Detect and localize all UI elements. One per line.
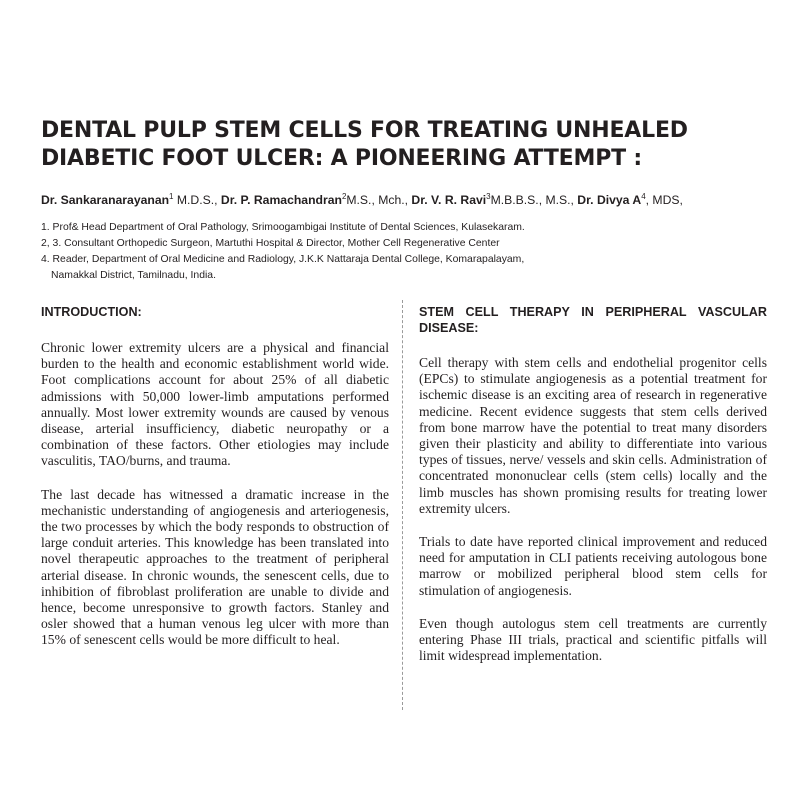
author-name: Dr. P. Ramachandran bbox=[220, 193, 342, 207]
body-paragraph: Trials to date have reported clinical improvement and reduced need for amputation in CLI patients receiving autologous bone marrow or mobilized peripheral blood stem cells for stimulation of angiogenesis. bbox=[419, 534, 767, 598]
article-title bbox=[41, 117, 761, 173]
right-column bbox=[419, 304, 767, 681]
section-heading-introduction: INTRODUCTION: bbox=[41, 305, 142, 319]
left-column bbox=[41, 304, 389, 666]
author-degrees: M.D.S., bbox=[173, 193, 221, 207]
author-affiliation-marker: 2 bbox=[341, 192, 347, 201]
author-list bbox=[41, 192, 781, 208]
section-heading-stem-cell-therapy: STEM CELL THERAPY IN PERIPHERAL VASCULAR DISEASE: bbox=[419, 305, 767, 335]
author-degrees: , MDS, bbox=[645, 193, 683, 207]
author-affiliation-marker: 3 bbox=[486, 192, 491, 201]
affiliation-item: 2, 3. Consultant Orthopedic Surgeon, Martuthi Hospital & Director, Mother Cell Regenerative Center bbox=[41, 238, 500, 249]
author-name: Dr. V. R. Ravi bbox=[411, 193, 487, 207]
author-degrees: M.S., Mch., bbox=[346, 193, 412, 207]
title-line-2: DIABETIC FOOT ULCER: A PIONEERING ATTEMPT : bbox=[41, 146, 642, 171]
author-affiliation-marker: 4 bbox=[641, 192, 646, 201]
affiliation-item: 4. Reader, Department of Oral Medicine and Radiology, J.K.K Nattaraja Dental College, Komarapalayam, bbox=[41, 254, 525, 265]
affiliation-item-continued: Namakkal District, Tamilnadu, India. bbox=[51, 270, 216, 281]
body-paragraph: Cell therapy with stem cells and endothelial progenitor cells (EPCs) to stimulate angiogenesis as a potential treatment for ischemic disease is an exciting area of research in regenerative medicine. Recent evidence suggests that stem cells derived from bone marrow have the potential to treat many disorders given their plasticity and ability to differentiate into various types of tissues, nerve/ vessels and skin cells. Administration of concentrated mononuclear cells (stem cells) locally and the limb muscles has shown promising results for treating lower extremity ulcers. bbox=[419, 355, 767, 516]
body-paragraph: The last decade has witnessed a dramatic increase in the mechanistic understanding of angiogenesis and arteriogenesis, the two processes by which the body responds to obstruction of large conduit arteries. This knowledge has been translated into novel therapeutic approaches to the treatment of peripheral arterial disease. In chronic wounds, the senescent cells, due to inhibition of fibroblast proliferation are unable to divide and hence, become unresponsive to growth factors. Stanley and osler showed that a human venous leg ulcer with more than 15% of senescent cells would be more difficult to heal. bbox=[41, 486, 389, 648]
affiliation-item: 1. Prof& Head Department of Oral Pathology, Srimoogambigai Institute of Dental Sciences, Kulasekaram. bbox=[41, 222, 525, 233]
author-affiliation-marker: 1 bbox=[169, 192, 174, 201]
title-line-1: DENTAL PULP STEM CELLS FOR TREATING UNHEALED bbox=[41, 118, 688, 143]
column-divider bbox=[402, 300, 403, 710]
body-paragraph: Chronic lower extremity ulcers are a physical and financial burden to the health and economic establishment world wide. Foot complications account for about 25% of all diabetic admissions with 50,000 lower-limb amputations performed annually. Most lower extremity wounds are caused by venous disease, arterial insufficiency, diabetic neuropathy or a combination of these factors. Other etiologies may include vasculitis, TAO/burns, and trauma. bbox=[41, 340, 389, 469]
author-name: Dr. Divya A bbox=[577, 193, 642, 207]
author-name: Dr. Sankaranarayanan bbox=[41, 193, 170, 207]
body-paragraph: Even though autologus stem cell treatments are currently entering Phase III trials, practical and scientific pitfalls will limit widespread implementation. bbox=[419, 615, 767, 664]
affiliation-list bbox=[41, 220, 761, 284]
author-degrees: M.B.B.S., M.S., bbox=[490, 193, 578, 207]
